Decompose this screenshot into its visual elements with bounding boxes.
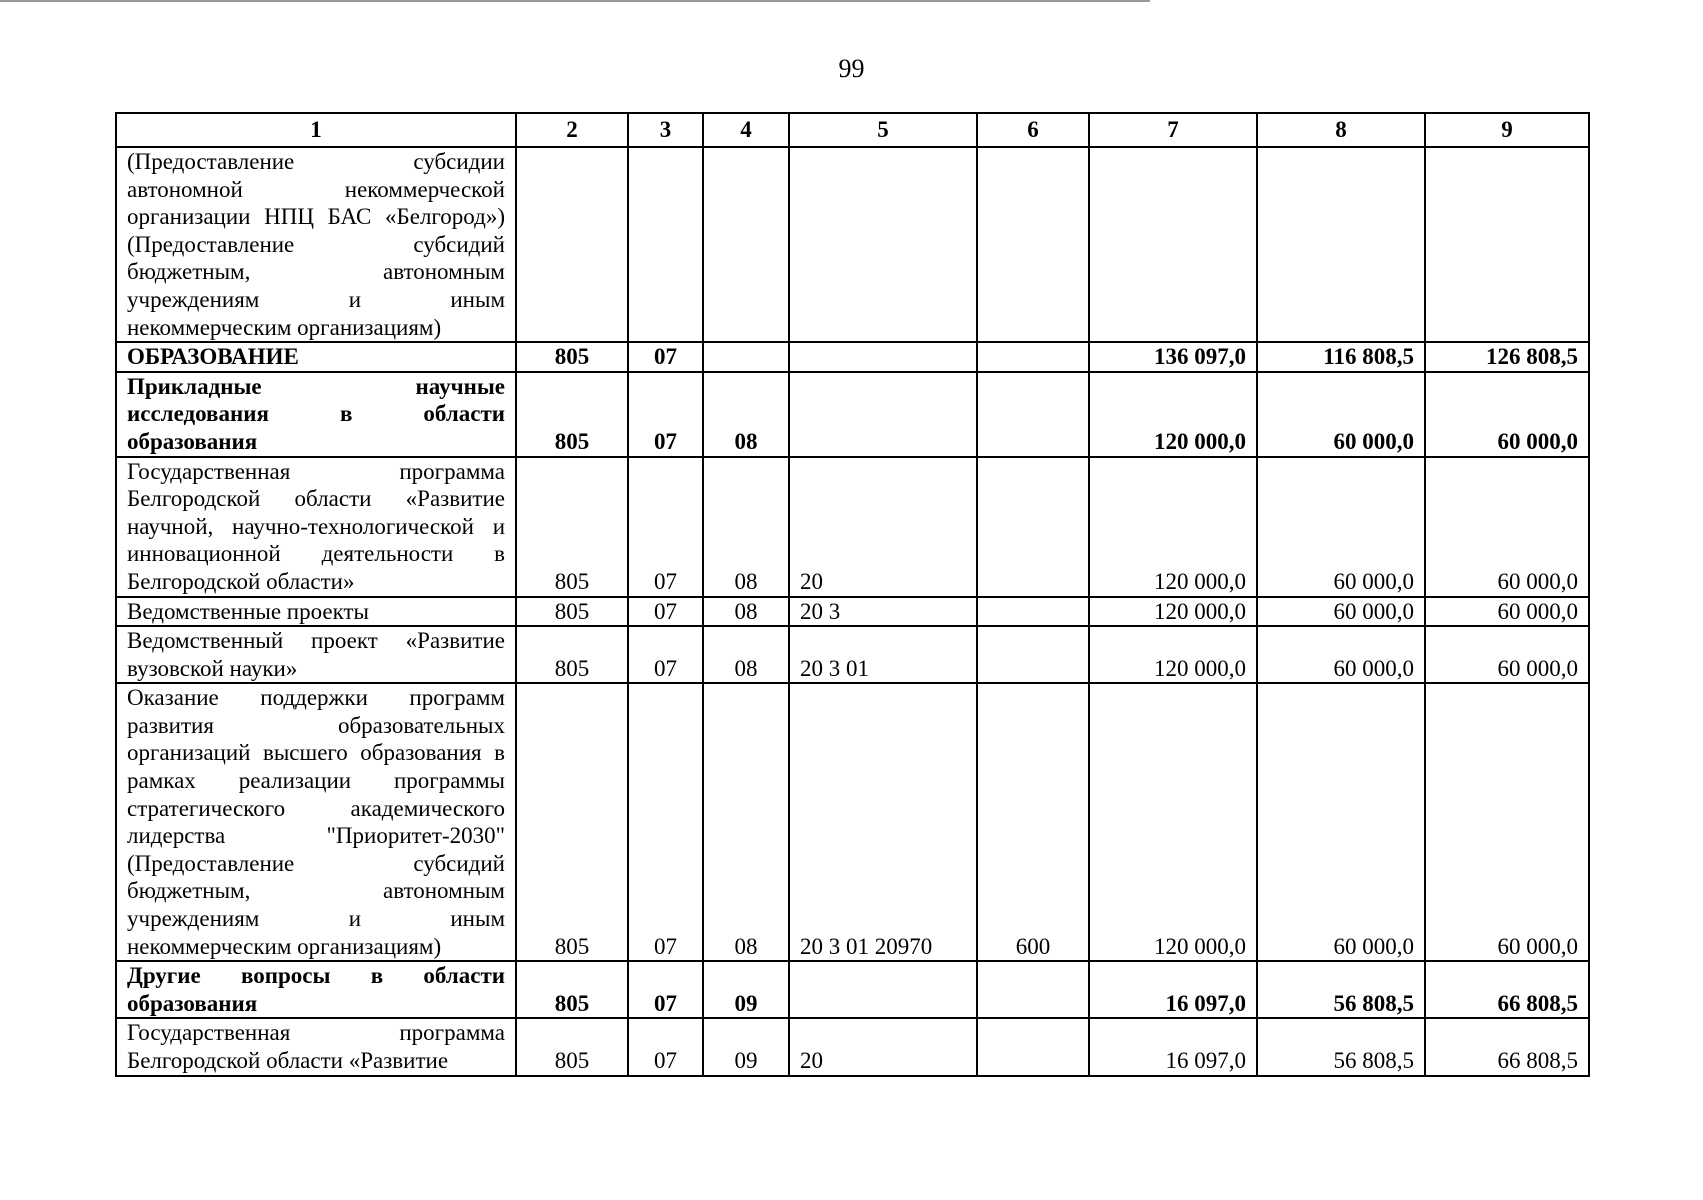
row-name-line: лидерства "Приоритет-2030" xyxy=(127,823,505,849)
cell-col-7 xyxy=(1089,147,1257,342)
row-name-line: Ведомственные проекты xyxy=(127,598,369,624)
row-name-line: учреждениям и иным xyxy=(127,286,505,312)
row-name-line: (Предоставление субсидий xyxy=(127,231,505,257)
row-name-line: Белгородской области «Развитие xyxy=(127,1048,449,1073)
row-name-line: Оказание поддержки программ xyxy=(127,685,505,711)
cell-col-9: 60 000,0 xyxy=(1425,457,1589,597)
cell-col-2: 805 xyxy=(516,961,628,1018)
column-header-5: 5 xyxy=(789,113,977,147)
row-name-line: вузовской науки» xyxy=(127,655,298,681)
cell-col-8: 60 000,0 xyxy=(1257,626,1425,683)
column-header-1: 1 xyxy=(116,113,516,147)
cell-col-8: 60 000,0 xyxy=(1257,683,1425,961)
table-header-row xyxy=(116,113,1589,147)
cell-col-2 xyxy=(516,147,628,342)
cell-col-3: 07 xyxy=(628,342,703,372)
page-number: 99 xyxy=(838,54,865,83)
cell-col-3: 07 xyxy=(628,372,703,457)
cell-col-9: 60 000,0 xyxy=(1425,683,1589,961)
cell-col-4: 08 xyxy=(703,372,789,457)
scan-top-edge-line xyxy=(0,0,1150,2)
table-row xyxy=(116,597,1589,627)
row-name-line: Другие вопросы в области xyxy=(127,963,505,989)
row-name-cell xyxy=(116,1018,516,1075)
row-name-cell xyxy=(116,961,516,1018)
cell-col-5: 20 3 01 xyxy=(789,626,977,683)
cell-col-5 xyxy=(789,372,977,457)
cell-col-8: 56 808,5 xyxy=(1257,961,1425,1018)
cell-col-6 xyxy=(977,626,1089,683)
cell-col-9: 66 808,5 xyxy=(1425,1018,1589,1075)
cell-col-7: 16 097,0 xyxy=(1089,1018,1257,1075)
row-name-line: некоммерческим организациям) xyxy=(127,314,442,340)
column-header-8: 8 xyxy=(1257,113,1425,147)
row-name-line: развития образовательных xyxy=(127,712,505,738)
table-row xyxy=(116,1018,1589,1075)
cell-col-6: 600 xyxy=(977,683,1089,961)
table-row xyxy=(116,683,1589,961)
cell-col-3: 07 xyxy=(628,961,703,1018)
row-name-cell xyxy=(116,147,516,342)
cell-col-9: 60 000,0 xyxy=(1425,626,1589,683)
column-header-3: 3 xyxy=(628,113,703,147)
cell-col-4: 08 xyxy=(703,683,789,961)
row-name-cell xyxy=(116,626,516,683)
cell-col-2: 805 xyxy=(516,626,628,683)
cell-col-6 xyxy=(977,1018,1089,1075)
cell-col-8: 56 808,5 xyxy=(1257,1018,1425,1075)
cell-col-9: 60 000,0 xyxy=(1425,372,1589,457)
cell-col-9: 126 808,5 xyxy=(1425,342,1589,372)
cell-col-6 xyxy=(977,147,1089,342)
cell-col-9: 66 808,5 xyxy=(1425,961,1589,1018)
cell-col-5: 20 xyxy=(789,1018,977,1075)
cell-col-3: 07 xyxy=(628,626,703,683)
budget-table xyxy=(115,112,1590,1077)
cell-col-3: 07 xyxy=(628,683,703,961)
table-row xyxy=(116,961,1589,1018)
cell-col-5 xyxy=(789,961,977,1018)
row-name-line: (Предоставление субсидий xyxy=(127,850,505,876)
cell-col-2: 805 xyxy=(516,597,628,627)
cell-col-4 xyxy=(703,342,789,372)
cell-col-3: 07 xyxy=(628,457,703,597)
row-name-cell xyxy=(116,342,516,372)
table-row xyxy=(116,457,1589,597)
cell-col-3: 07 xyxy=(628,597,703,627)
row-name-line: Ведомственный проект «Развитие xyxy=(127,628,505,654)
cell-col-9 xyxy=(1425,147,1589,342)
cell-col-4: 09 xyxy=(703,1018,789,1075)
table-row xyxy=(116,342,1589,372)
cell-col-4: 08 xyxy=(703,597,789,627)
column-header-2: 2 xyxy=(516,113,628,147)
cell-col-5: 20 xyxy=(789,457,977,597)
cell-col-8: 60 000,0 xyxy=(1257,597,1425,627)
row-name-line: инновационной деятельности в xyxy=(127,541,505,567)
table-row xyxy=(116,147,1589,342)
cell-col-4: 09 xyxy=(703,961,789,1018)
row-name-cell xyxy=(116,372,516,457)
cell-col-7: 136 097,0 xyxy=(1089,342,1257,372)
cell-col-6 xyxy=(977,457,1089,597)
row-name-line: бюджетным, автономным xyxy=(127,259,505,285)
cell-col-8: 60 000,0 xyxy=(1257,372,1425,457)
cell-col-5 xyxy=(789,342,977,372)
row-name-line: Белгородской области» xyxy=(127,568,355,594)
row-name-line: Белгородской области «Развитие xyxy=(127,486,505,512)
cell-col-2: 805 xyxy=(516,1018,628,1075)
cell-col-5: 20 3 01 20970 xyxy=(789,683,977,961)
row-name-line: образования xyxy=(127,428,258,454)
row-name-line: организации НПЦ БАС «Белгород») xyxy=(127,204,505,230)
cell-col-3 xyxy=(628,147,703,342)
cell-col-2: 805 xyxy=(516,457,628,597)
row-name-line: некоммерческим организациям) xyxy=(127,933,442,959)
cell-col-2: 805 xyxy=(516,372,628,457)
cell-col-8: 116 808,5 xyxy=(1257,342,1425,372)
column-header-4: 4 xyxy=(703,113,789,147)
row-name-line: бюджетным, автономным xyxy=(127,878,505,904)
table-row xyxy=(116,626,1589,683)
cell-col-4: 08 xyxy=(703,626,789,683)
row-name-line: Прикладные научные xyxy=(127,373,505,399)
row-name-line: Государственная программа xyxy=(127,458,505,484)
row-name-line: учреждениям и иным xyxy=(127,906,505,932)
cell-col-9: 60 000,0 xyxy=(1425,597,1589,627)
cell-col-7: 120 000,0 xyxy=(1089,683,1257,961)
row-name-line: автономной некоммерческой xyxy=(127,176,505,202)
row-name-cell xyxy=(116,457,516,597)
cell-col-6 xyxy=(977,597,1089,627)
column-header-9: 9 xyxy=(1425,113,1589,147)
row-name-line: организаций высшего образования в xyxy=(127,740,505,766)
cell-col-6 xyxy=(977,372,1089,457)
table-row xyxy=(116,372,1589,457)
column-header-6: 6 xyxy=(977,113,1089,147)
cell-col-2: 805 xyxy=(516,683,628,961)
row-name-line: стратегического академического xyxy=(127,795,505,821)
row-name-line: образования xyxy=(127,990,258,1016)
row-name-cell xyxy=(116,683,516,961)
cell-col-6 xyxy=(977,961,1089,1018)
cell-col-7: 120 000,0 xyxy=(1089,626,1257,683)
cell-col-7: 120 000,0 xyxy=(1089,597,1257,627)
row-name-line: Государственная программа xyxy=(127,1020,505,1046)
cell-col-5: 20 3 xyxy=(789,597,977,627)
row-name-line: исследования в области xyxy=(127,401,505,427)
cell-col-4: 08 xyxy=(703,457,789,597)
cell-col-4 xyxy=(703,147,789,342)
cell-col-5 xyxy=(789,147,977,342)
cell-col-6 xyxy=(977,342,1089,372)
cell-col-7: 120 000,0 xyxy=(1089,372,1257,457)
cell-col-8 xyxy=(1257,147,1425,342)
row-name-line: научной, научно-технологической и xyxy=(127,513,505,539)
cell-col-2: 805 xyxy=(516,342,628,372)
row-name-line: (Предоставление субсидии xyxy=(127,149,505,174)
row-name-line: ОБРАЗОВАНИЕ xyxy=(127,344,299,370)
cell-col-7: 16 097,0 xyxy=(1089,961,1257,1018)
cell-col-3: 07 xyxy=(628,1018,703,1075)
row-name-cell xyxy=(116,597,516,627)
cell-col-8: 60 000,0 xyxy=(1257,457,1425,597)
column-header-7: 7 xyxy=(1089,113,1257,147)
cell-col-7: 120 000,0 xyxy=(1089,457,1257,597)
row-name-line: рамках реализации программы xyxy=(127,768,505,794)
